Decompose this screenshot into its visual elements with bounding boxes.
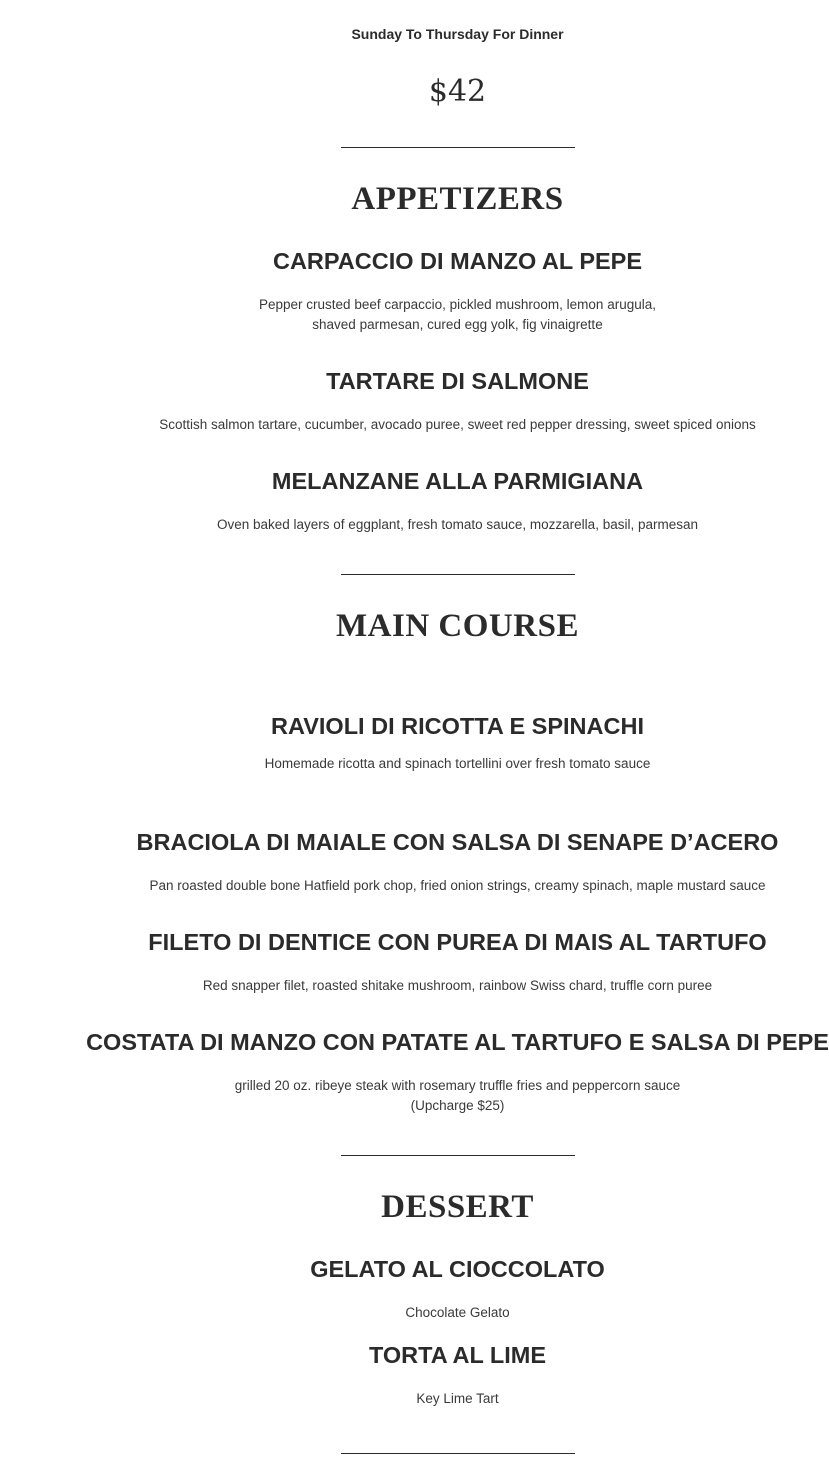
dish-description: Homemade ricotta and spinach tortellini over fresh tomato sauce — [264, 756, 651, 771]
dish-description: Key Lime Tart — [416, 1391, 499, 1406]
dish-name: BRACIOLA DI MAIALE CON SALSA DI SENAPE D’ACERO — [136, 829, 779, 855]
menu-price: $42 — [428, 74, 487, 109]
dish-name: MELANZANE ALLA PARMIGIANA — [271, 468, 644, 494]
divider — [341, 574, 575, 575]
dish-description: Red snapper filet, roasted shitake mushroom, rainbow Swiss chard, truffle corn puree — [202, 978, 713, 993]
divider — [341, 147, 575, 148]
divider — [341, 1155, 575, 1156]
section-title-main-course: MAIN COURSE — [336, 608, 579, 644]
dish-description: Scottish salmon tartare, cucumber, avocado puree, sweet red pepper dressing, sweet spiced onions — [159, 417, 756, 432]
section-title-appetizers: APPETIZERS — [351, 181, 564, 217]
dish-name: CARPACCIO DI MANZO AL PEPE — [272, 248, 643, 274]
dish-name: RAVIOLI DI RICOTTA E SPINACHI — [271, 713, 644, 739]
dish-description: Pepper crusted beef carpaccio, pickled mushroom, lemon arugula, — [259, 297, 656, 312]
dish-name: TORTA AL LIME — [368, 1342, 547, 1368]
dish-description: Chocolate Gelato — [405, 1305, 510, 1320]
dish-description: Oven baked layers of eggplant, fresh tomato sauce, mozzarella, basil, parmesan — [216, 517, 698, 532]
dish-description: Pan roasted double bone Hatfield pork chop, fried onion strings, creamy spinach, maple mustard sauce — [149, 878, 766, 893]
dish-description: (Upcharge $25) — [410, 1098, 505, 1113]
dish-description: shaved parmesan, cured egg yolk, fig vinaigrette — [312, 317, 603, 332]
section-title-dessert: DESSERT — [381, 1189, 534, 1225]
dish-name: COSTATA DI MANZO CON PATATE AL TARTUFO E SALSA DI PEPE — [86, 1029, 829, 1055]
dish-name: TARTARE DI SALMONE — [326, 368, 589, 394]
dish-description: grilled 20 oz. ribeye steak with rosemary truffle fries and peppercorn sauce — [234, 1078, 681, 1093]
menu-subtitle: Sunday To Thursday For Dinner — [351, 26, 564, 42]
dish-name: GELATO AL CIOCCOLATO — [310, 1256, 605, 1282]
dish-name: FILETO DI DENTICE CON PUREA DI MAIS AL TARTUFO — [148, 929, 767, 955]
divider — [341, 1453, 575, 1454]
